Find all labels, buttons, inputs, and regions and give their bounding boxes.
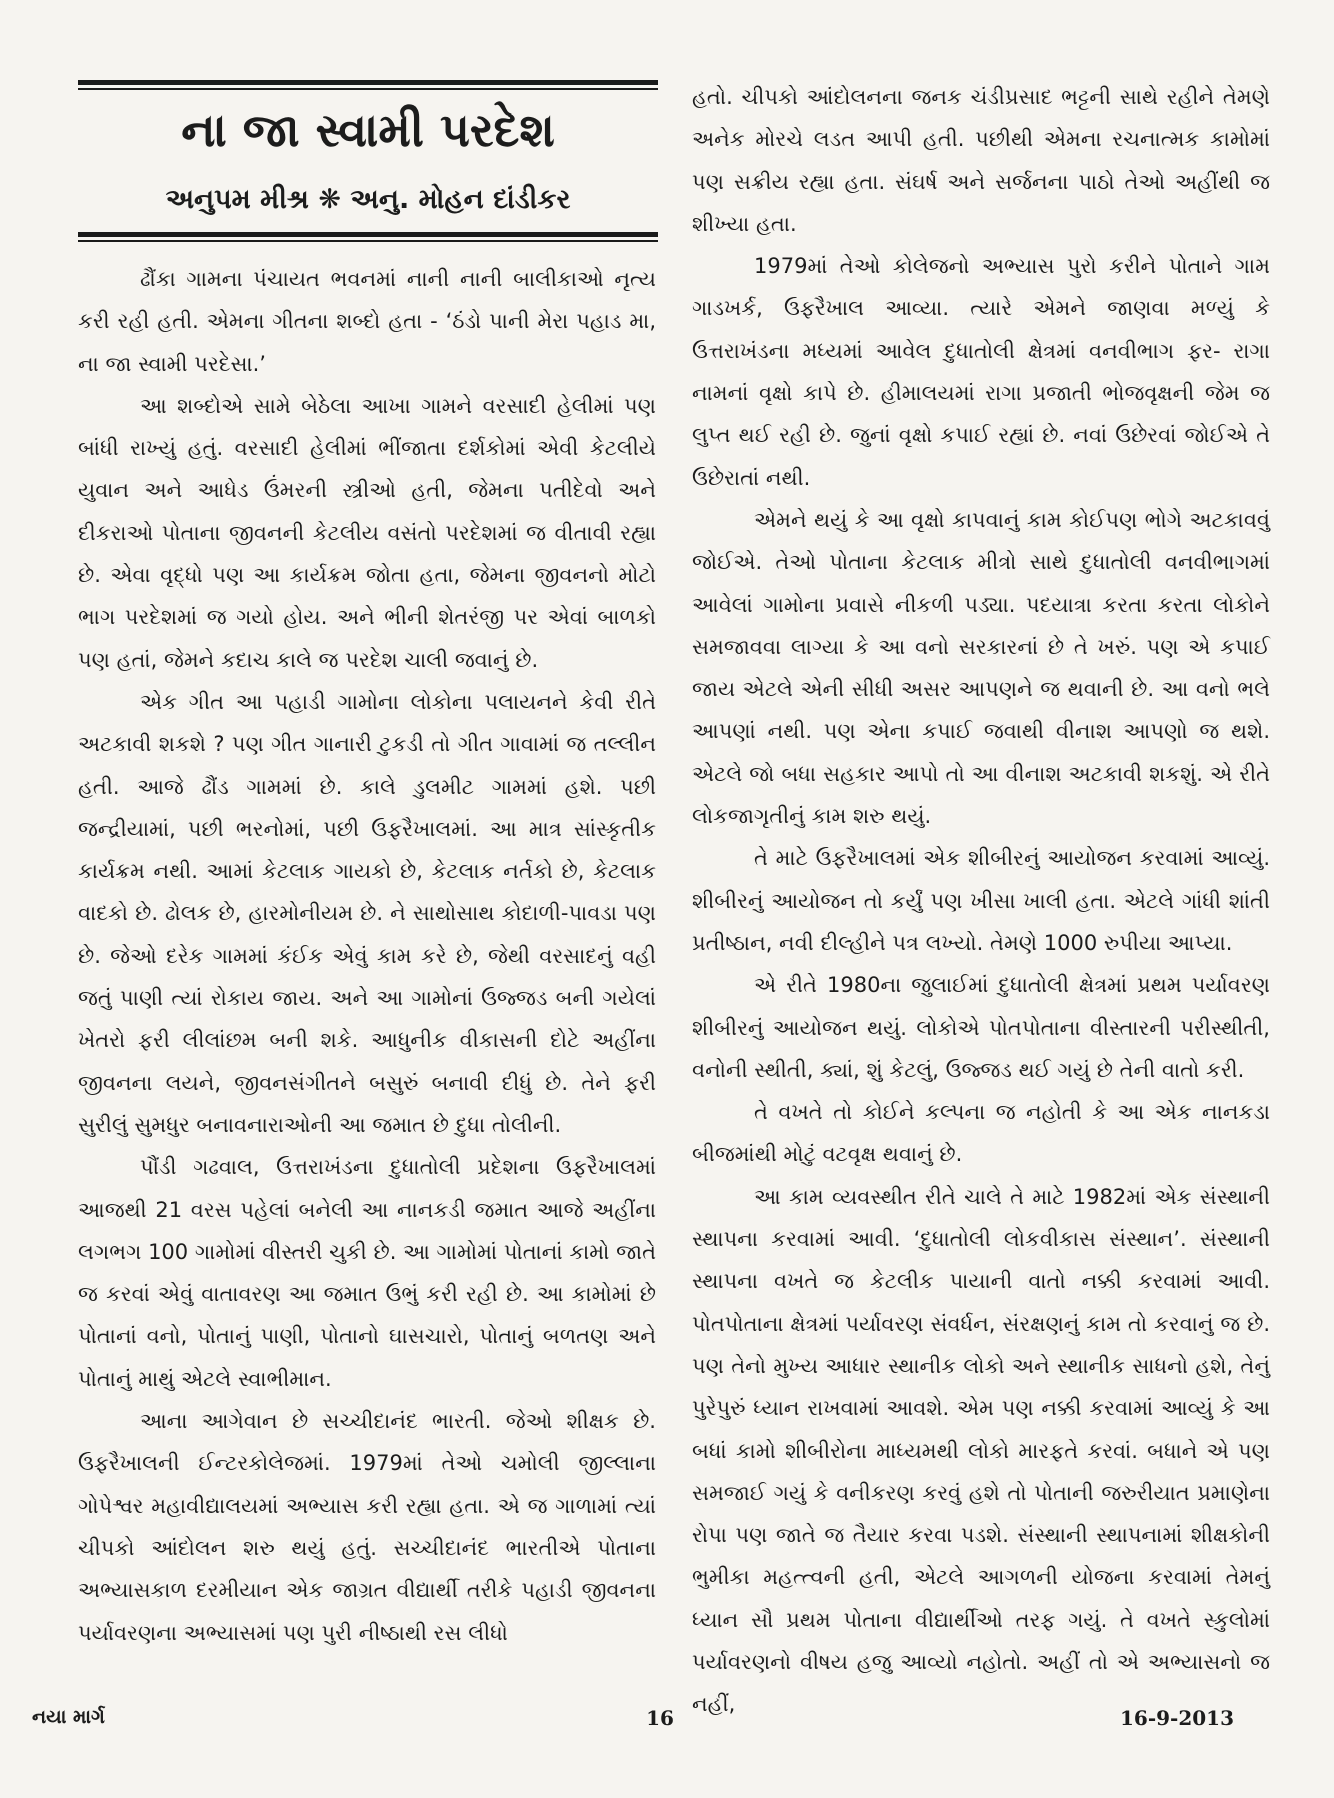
paragraph: તે વખતે તો કોઈને કલ્પના જ નહોતી કે આ એક નાનકડા બીજમાંથી મોટું વટવૃક્ષ થવાનું છે. xyxy=(692,1100,1270,1167)
paragraph: આ શબ્દોએ સામે બેઠેલા આખા ગામને વરસાદી હેલીમાં પણ બાંધી રાખ્યું હતું. વરસાદી હેલીમાં ભીંજાતા દર્શકોમાં એવી કેટલીયે યુવાન અને આધેડ ઉંમરની સ્ત્રીઓ હતી, જેમના પતીદેવો અને દીકરાઓ પોતાના જીવનની કેટલીય વસંતો પરદેશમાં જ વીતાવી રહ્યા છે. એવા વૃદ્ધો પણ આ કાર્યક્રમ જોતા હતા, જેમના જીવનનો મોટો ભાગ પરદેશમાં જ ગયો હોય. અને ભીની શેતરંજી પર એવાં બાળકો પણ હતાં, જેમને કદાચ કાલે જ પરદેશ ચાલી જવાનું છે. xyxy=(78,393,656,672)
title-rule-top-thin xyxy=(78,88,658,90)
paragraph: એક ગીત આ પહાડી ગામોના લોકોના પલાયનને કેવી રીતે અટકાવી શકશે ? પણ ગીત ગાનારી ટુકડી તો ગીત ગાવામાં જ તલ્લીન હતી. આજે ઢૌંડ ગામમાં છે. કાલે ડુલમીટ ગામમાં હશે. પછી જન્દ્રીયામાં, પછી ભરનોમાં, પછી ઉફરૈખાલમાં. આ માત્ર સાંસ્કૃતીક કાર્યક્રમ નથી. આમાં કેટલાક ગાયકો છે, કેટલાક નર્તકો છે, કેટલાક વાદકો છે. ઢોલક છે, હારમોનીયમ છે. ને સાથોસાથ કોદાળી-પાવડા પણ છે. જેઓ દરેક ગામમાં કંઈક એવું કામ કરે છે, જેથી વરસાદનું વહી જતું પાણી ત્યાં રોકાય જાય. અને આ ગામોનાં ઉજ્જડ બની ગયેલાં ખેતરો ફરી લીલાંછમ બની શકે. આધુનીક વીકાસની દોટે અહીંના જીવનના લયને, જીવનસંગીતને બસુરું બનાવી દીધું છે. તેને ફરી સુરીલું સુમધુર બનાવનારાઓની આ જમાત છે દુધા તોલીની. xyxy=(78,689,656,1137)
byline: અનુપમ મીશ્ર ❋ અનુ. મોહન દાંડીકર xyxy=(165,184,571,215)
page-number: 16 xyxy=(646,1706,674,1730)
paragraph: પૌંડી ગઢવાલ, ઉત્તરાખંડના દુધાતોલી પ્રદેશના ઉફરૈખાલમાં આજથી 21 વરસ પહેલાં બનેલી આ નાનકડી જમાત આજે અહીંના લગભગ 100 ગામોમાં વીસ્તરી ચુકી છે. આ ગામોમાં પોતાનાં કામો જાતે જ કરવાં એવું વાતાવરણ આ જમાત ઉભું કરી રહી છે. આ કામોમાં છે પોતાનાં વનો, પોતાનું પાણી, પોતાનો ઘાસચારો, પોતાનું બળતણ અને પોતાનું માથું એટલે સ્વાભીમાન. xyxy=(78,1155,656,1391)
paragraph: હતો. ચીપકો આંદોલનના જનક ચંડીપ્રસાદ ભટ્ટની સાથે રહીને તેમણે અનેક મોરચે લડત આપી હતી. પછીથી એમના રચનાત્મક કામોમાં પણ સક્રીય રહ્યા હતા. સંઘર્ષ અને સર્જનના પાઠો તેઓ અહીંથી જ શીખ્યા હતા. xyxy=(692,85,1270,236)
paragraph: આના આગેવાન છે સચ્ચીદાનંદ ભારતી. જેઓ શીક્ષક છે. ઉફરૈખાલની ઈન્ટરકોલેજમાં. 1979માં તેઓ ચમોલી જીલ્લાના ગોપેશ્વર મહાવીદ્યાલયમાં અભ્યાસ કરી રહ્યા હતા. એ જ ગાળામાં ત્યાં ચીપકો આંદોલન શરુ થયું હતું. સચ્ચીદાનંદ ભારતીએ પોતાના અભ્યાસકાળ દરમીયાન એક જાગ્રત વીદ્યાર્થી તરીકે પહાડી જીવનના પર્યાવરણના અભ્યાસમાં પણ પુરી નીષ્ઠાથી રસ લીધો xyxy=(78,1409,656,1645)
paragraph: ઢૌંકા ગામના પંચાયત ભવનમાં નાની નાની બાલીકાઓ નૃત્ય કરી રહી હતી. એમના ગીતના શબ્દો હતા - ‘ઠંડો પાની મેરા પહાડ મા, ના જા સ્વામી પરદેસા.’ xyxy=(78,267,656,376)
paragraph: એ રીતે 1980ના જુલાઈમાં દુધાતોલી ક્ષેત્રમાં પ્રથમ પર્યાવરણ શીબીરનું આયોજન થયું. લોકોએ પોતપોતાના વીસ્તારની પરીસ્થીતી, વનોની સ્થીતી, ક્યાં, શું કેટલું, ઉજ્જડ થઈ ગયું છે તેની વાતો કરી. xyxy=(692,973,1270,1082)
paragraph: એમને થયું કે આ વૃક્ષો કાપવાનું કામ કોઈપણ ભોગે અટકાવવું જોઈએ. તેઓ પોતાના કેટલાક મીત્રો સાથે દુધાતોલી વનવીભાગમાં આવેલાં ગામોના પ્રવાસે નીકળી પડ્યા. પદયાત્રા કરતા કરતા લોકોને સમજાવવા લાગ્યા કે આ વનો સરકારનાં છે તે ખરું. પણ એ કપાઈ જાય એટલે એની સીધી અસર આપણને જ થવાની છે. આ વનો ભલે આપણાં નથી. પણ એના કપાઈ જવાથી વીનાશ આપણો જ થશે. એટલે જો બધા સહકાર આપો તો આ વીનાશ અટકાવી શકશું. એ રીતે લોકજાગૃતીનું કામ શરુ થયું. xyxy=(692,507,1270,829)
left-column xyxy=(78,258,656,1673)
title-rule-top xyxy=(78,80,658,85)
issue-date: 16-9-2013 xyxy=(1120,1706,1235,1730)
paragraph: આ કામ વ્યવસ્થીત રીતે ચાલે તે માટે 1982માં એક સંસ્થાની સ્થાપના કરવામાં આવી. ‘દુધાતોલી લોકવીકાસ સંસ્થાન’. સંસ્થાની સ્થાપના વખતે જ કેટલીક પાયાની વાતો નક્કી કરવામાં આવી. પોતપોતાના ક્ષેત્રમાં પર્યાવરણ સંવર્ધન, સંરક્ષણનું કામ તો કરવાનું જ છે. પણ તેનો મુખ્ય આધાર સ્થાનીક લોકો અને સ્થાનીક સાધનો હશે, તેનું પુરેપુરું ધ્યાન રાખવામાં આવશે. એમ પણ નક્કી કરવામાં આવ્યું કે આ બધાં કામો શીબીરોના માધ્યમથી લોકો મારફતે કરવાં. બધાને એ પણ સમજાઈ ગયું કે વનીકરણ કરવું હશે તો પોતાની જરુરીયાત પ્રમાણેના રોપા પણ જાતે જ તૈયાર કરવા પડશે. સંસ્થાની સ્થાપનામાં શીક્ષકોની ભુમીકા મહત્ત્વની હતી, એટલે આગળની યોજના કરવામાં તેમનું ધ્યાન સૌ પ્રથમ પોતાના વીદ્યાર્થીઓ તરફ ગયું. તે વખતે સ્કુલોમાં પર્યાવરણનો વીષય હજુ આવ્યો નહોતો. અહીં તો એ અભ્યાસનો જ નહીં, xyxy=(692,1184,1270,1717)
paragraph: 1979માં તેઓ કોલેજનો અભ્યાસ પુરો કરીને પોતાને ગામ ગાડખર્ક, ઉફરૈખાલ આવ્યા. ત્યારે એમને જાણવા મળ્યું કે ઉત્તરાખંડના મધ્યમાં આવેલ દુધાતોલી ક્ષેત્રમાં વનવીભાગ ફર- રાગા નામનાં વૃક્ષો કાપે છે. હીમાલયમાં રાગા પ્રજાતી ભોજવૃક્ષની જેમ જ લુપ્ત થઈ રહી છે. જુનાં વૃક્ષો કપાઈ રહ્યાં છે. નવાં ઉછેરવાં જોઈએ તે ઉછેરાતાં નથી. xyxy=(692,254,1270,490)
article-title: ના જા સ્વામી પરદેશ xyxy=(181,103,555,157)
magazine-name: નયા માર્ગ xyxy=(32,1706,105,1728)
right-column xyxy=(692,76,1270,1717)
title-rule-bottom-thin xyxy=(78,240,658,242)
title-rule-bottom xyxy=(78,232,658,237)
paragraph: તે માટે ઉફરૈખાલમાં એક શીબીરનું આયોજન કરવામાં આવ્યું. શીબીરનું આયોજન તો કર્યું પણ ખીસા ખાલી હતા. એટલે ગાંધી શાંતી પ્રતીષ્ઠાન, નવી દીલ્હીને પત્ર લખ્યો. તેમણે 1000 રુપીયા આપ્યા. xyxy=(692,846,1270,955)
